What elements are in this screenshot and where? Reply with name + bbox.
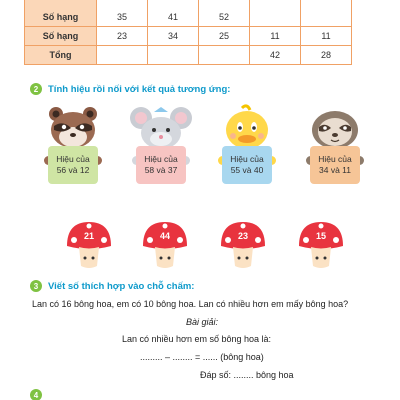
animal-card-sloth[interactable]: [300, 104, 370, 179]
mushroom-value: 15: [315, 231, 326, 241]
table-row: [25, 45, 352, 64]
sign-label: Hiệu của: [144, 153, 178, 164]
sign-numbers: 56 và 12: [56, 165, 90, 175]
row-header: Tổng: [25, 45, 97, 64]
addition-table: [24, 0, 352, 65]
mushroom-answer[interactable]: [218, 220, 268, 272]
table-cell: 11: [250, 26, 301, 45]
sign-numbers: 55 và 40: [230, 165, 264, 175]
row-header: Số hạng: [25, 26, 97, 45]
difference-sign: [222, 146, 272, 184]
table-cell[interactable]: [148, 45, 199, 64]
section-4-heading: [30, 389, 48, 400]
mushroom-value: 44: [159, 231, 170, 241]
mushroom-icon: [64, 220, 114, 272]
table-cell: 25: [199, 26, 250, 45]
animal-card-raccoon[interactable]: [38, 104, 108, 179]
table-cell: 11: [301, 26, 352, 45]
table-cell: 42: [250, 45, 301, 64]
answer-blank[interactable]: Đáp số: ........ bông hoa: [200, 370, 294, 380]
table-row: [25, 26, 352, 45]
table-cell[interactable]: [199, 45, 250, 64]
table-cell[interactable]: [301, 0, 352, 26]
mushroom-answer[interactable]: [64, 220, 114, 272]
difference-sign: [136, 146, 186, 184]
section-title: Tính hiệu rồi nối với kết quả tương ứng:: [48, 83, 231, 95]
row-header: Số hạng: [25, 0, 97, 26]
table-cell: 41: [148, 0, 199, 26]
solution-label: Bài giải:: [186, 317, 219, 327]
animal-card-duck[interactable]: [212, 104, 282, 179]
difference-sign: [48, 146, 98, 184]
difference-sign: [310, 146, 360, 184]
sign-label: Hiệu của: [56, 153, 90, 164]
sign-numbers: 58 và 37: [144, 165, 178, 175]
section-3-heading: [30, 280, 194, 292]
mushroom-icon: [218, 220, 268, 272]
table-cell: 35: [97, 0, 148, 26]
section-title: Viết số thích hợp vào chỗ chấm:: [48, 280, 195, 292]
table-row: [25, 0, 352, 26]
equation-blank[interactable]: ......... – ........ = ...... (bông hoa): [140, 352, 264, 362]
word-problem: Lan có 16 bông hoa, em có 10 bông hoa. Lan có nhiều hơn em mấy bông hoa?: [32, 299, 349, 309]
table-cell: 23: [97, 26, 148, 45]
sign-label: Hiệu của: [318, 153, 352, 164]
sign-numbers: 34 và 11: [319, 165, 351, 175]
solution-statement: Lan có nhiều hơn em số bông hoa là:: [122, 334, 272, 344]
section-2-heading: [30, 83, 230, 95]
table-cell: 28: [301, 45, 352, 64]
section-number-badge: 3: [30, 280, 42, 292]
section-number-badge: 4: [30, 389, 42, 400]
mushroom-answer[interactable]: [296, 220, 346, 272]
section-number-badge: 2: [30, 83, 42, 95]
table-cell[interactable]: [97, 45, 148, 64]
animal-card-mouse[interactable]: [126, 104, 196, 179]
mushroom-icon: [140, 220, 190, 272]
sign-label: Hiệu của: [230, 153, 264, 164]
mushroom-icon: [296, 220, 346, 272]
mushroom-value: 21: [83, 231, 94, 241]
table-cell: 34: [148, 26, 199, 45]
mushroom-value: 23: [237, 231, 248, 241]
table-cell[interactable]: [250, 0, 301, 26]
mushroom-answer[interactable]: [140, 220, 190, 272]
table-cell: 52: [199, 0, 250, 26]
